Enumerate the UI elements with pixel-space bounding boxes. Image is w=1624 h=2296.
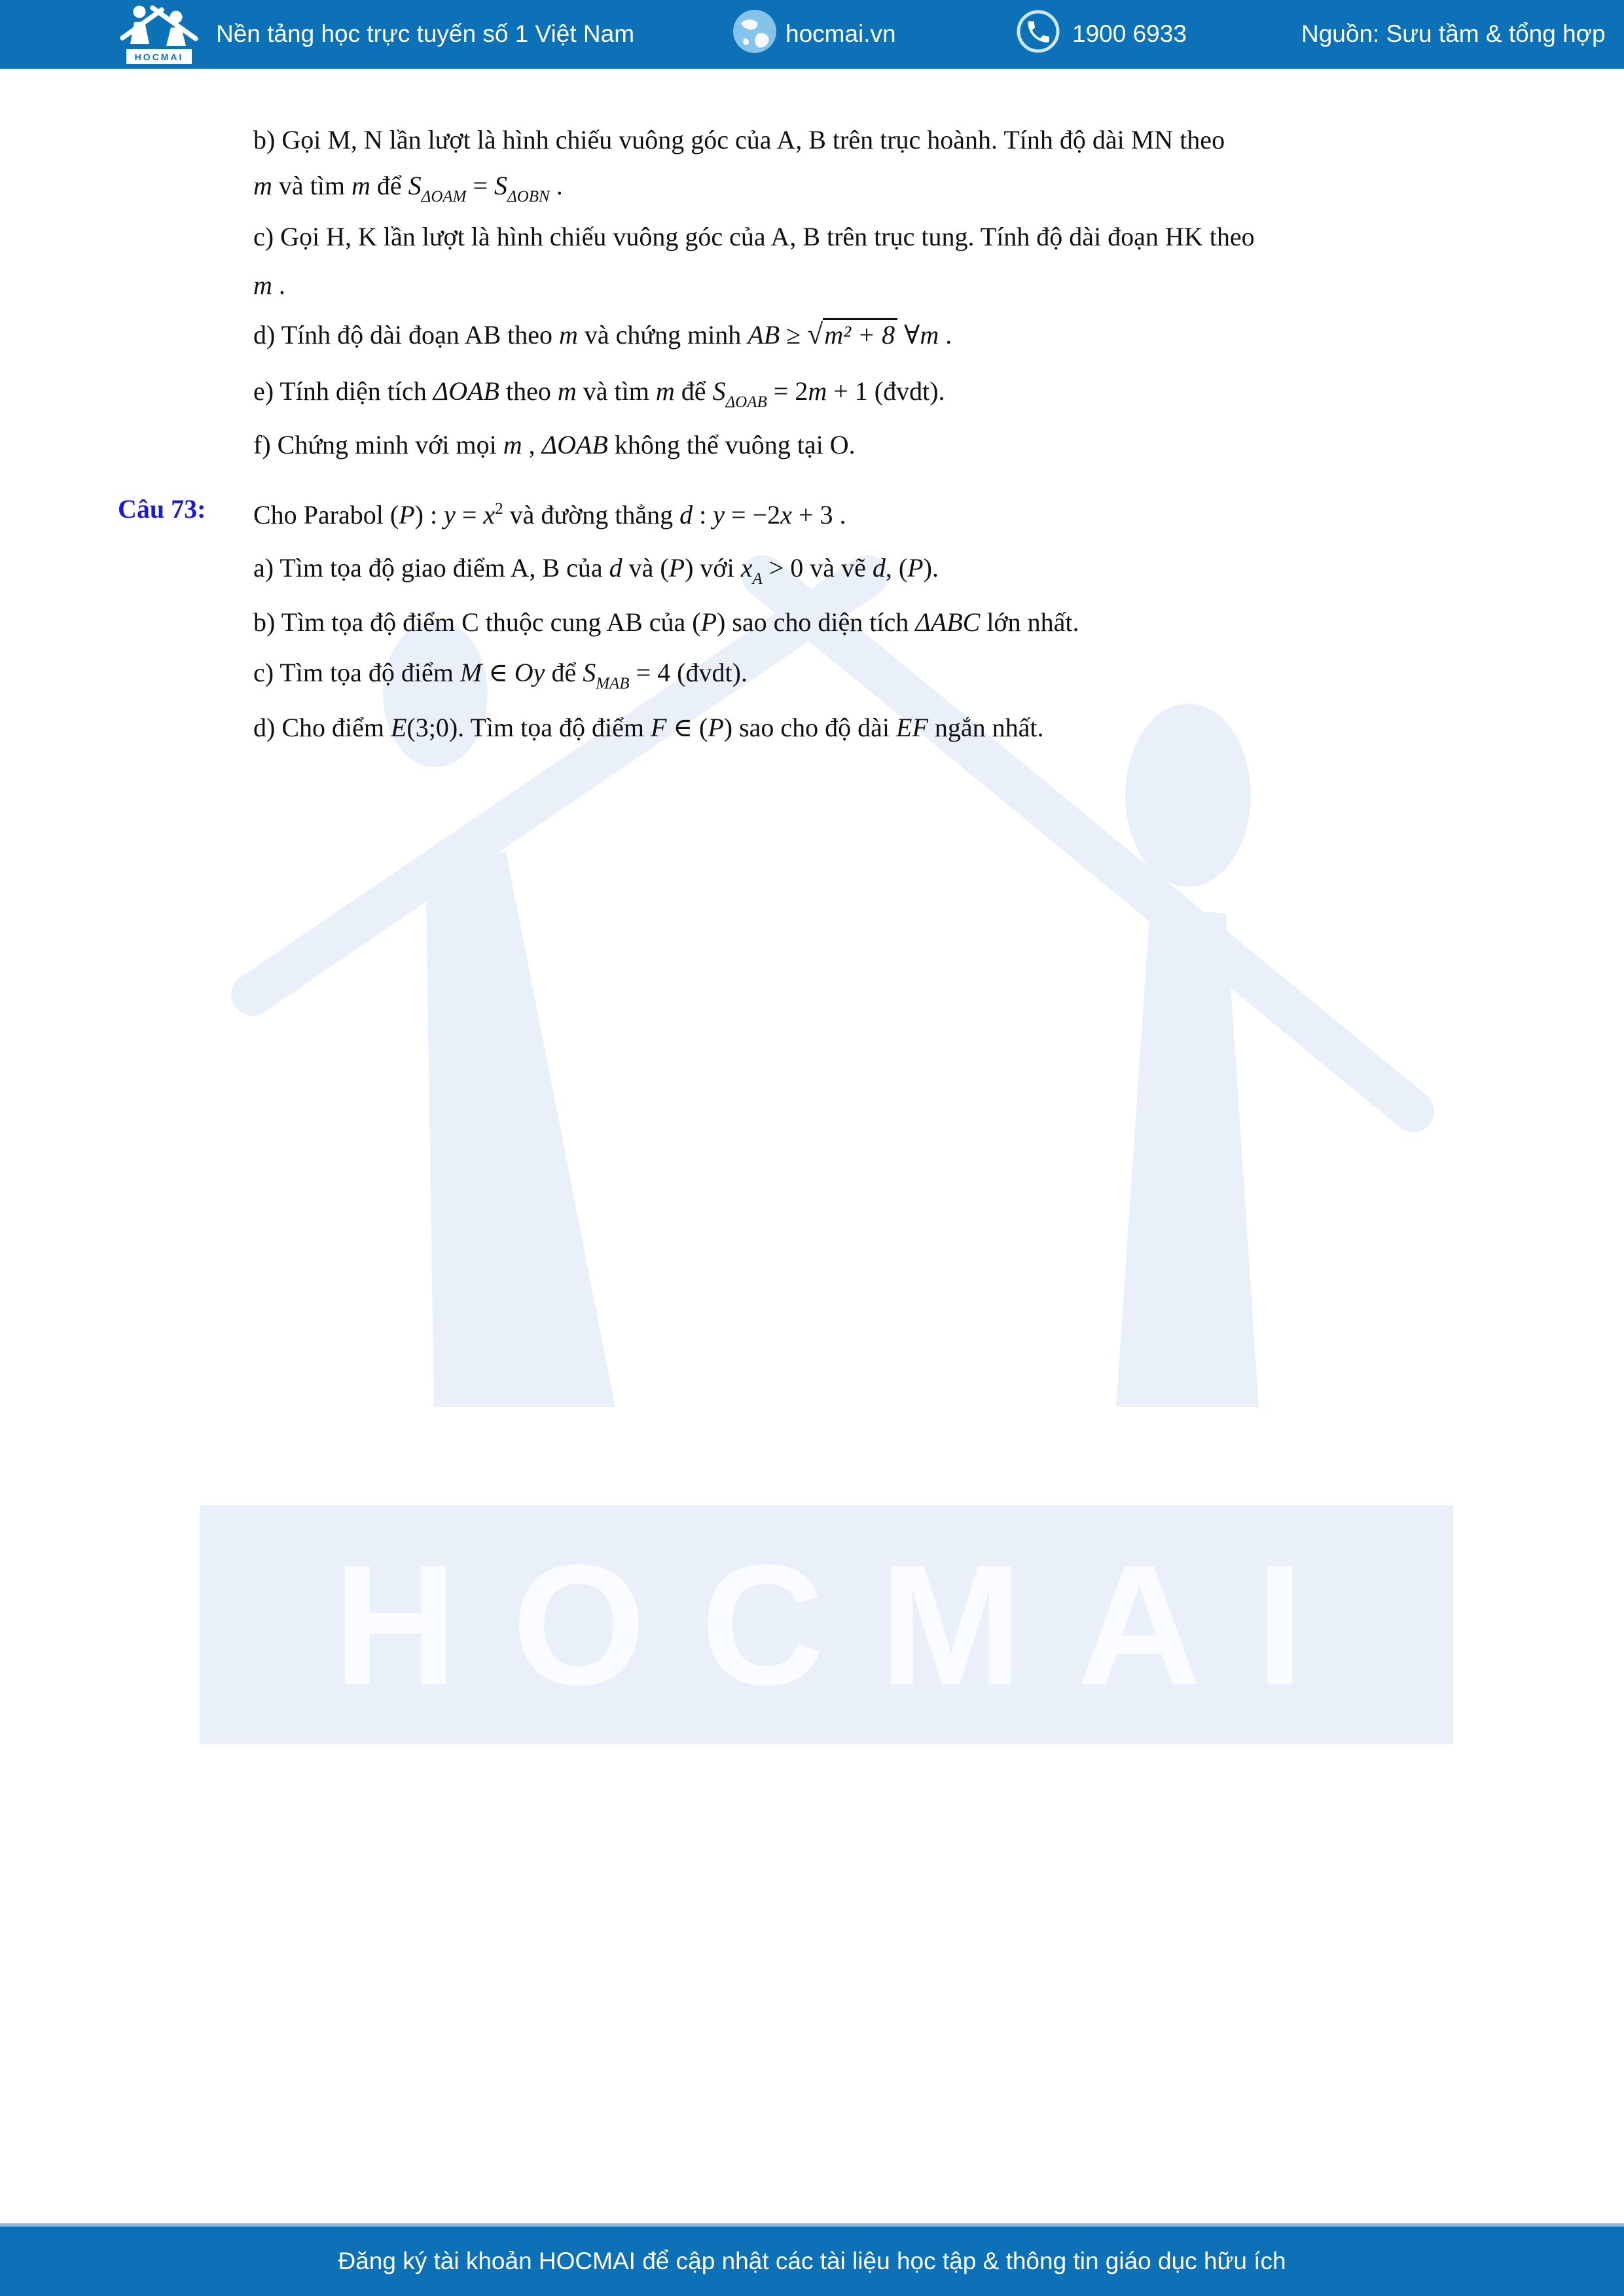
header-tagline: Nền tảng học trực tuyến số 1 Việt Nam bbox=[216, 20, 635, 47]
problem-line-c2: m . bbox=[253, 270, 285, 300]
question-73-b: b) Tìm tọa độ điểm C thuộc cung AB của (P) sao cho diện tích ΔABC lớn nhất. bbox=[253, 607, 1079, 637]
header-source: Nguồn: Sưu tầm & tổng hợp bbox=[1301, 20, 1606, 47]
question-number-label: Câu 73: bbox=[118, 494, 206, 524]
footer-text: Đăng ký tài khoản HOCMAI để cập nhật các tài liệu học tập & thông tin giáo dục hữu ích bbox=[338, 2248, 1286, 2274]
hocmai-watermark-text: HOCMAI bbox=[333, 1528, 1359, 1721]
phone-icon bbox=[1015, 9, 1061, 54]
problem-line-b1: b) Gọi M, N lần lượt là hình chiếu vuông góc của A, B trên trục hoành. Tính độ dài MN theo bbox=[253, 125, 1225, 154]
header-phone-number: 1900 6933 bbox=[1072, 20, 1187, 47]
question-73-d: d) Cho điểm E(3;0). Tìm tọa độ điểm F ∈ (P) sao cho độ dài EF ngắn nhất. bbox=[253, 713, 1044, 742]
svg-text:HOCMAI: HOCMAI bbox=[134, 52, 184, 62]
question-73-c: c) Tìm tọa độ điểm M ∈ Oy để $S_{MAB} = 4$ (đvdt). bbox=[253, 658, 748, 692]
header-bar bbox=[0, 0, 1624, 69]
problem-line-e: e) Tính diện tích ΔOAB theo m và tìm m để $S_{\Delta OAB} = 2m + 1$ (đvdt). bbox=[253, 376, 945, 411]
hocmai-logo-icon bbox=[120, 3, 201, 65]
problem-line-c1: c) Gọi H, K lần lượt là hình chiếu vuông góc của A, B trên trục tung. Tính độ dài đoạn HK theo bbox=[253, 222, 1255, 251]
hocmai-watermark-band bbox=[200, 1505, 1453, 1744]
header-website: hocmai.vn bbox=[785, 20, 896, 47]
footer-bar bbox=[0, 2223, 1624, 2296]
question-73-statement: Cho Parabol (P) : $y = x^2$ và đường thẳng d : y = −2x + 3 . bbox=[253, 500, 846, 529]
globe-icon bbox=[732, 9, 778, 54]
problem-line-b2: m và tìm m để $S_{\Delta OAM} = S_{\Delta OBN}$ . bbox=[253, 171, 563, 206]
problem-line-d: d) Tính độ dài đoạn AB theo m và chứng minh AB ≥ √m² + 8 ∀m . bbox=[253, 318, 952, 350]
question-73-a: a) Tìm tọa độ giao điểm A, B của d và (P) với $x_A > 0$ và vẽ d, (P). bbox=[253, 553, 939, 588]
problem-line-f: f) Chứng minh với mọi m , ΔOAB không thể vuông tại O. bbox=[253, 430, 856, 459]
